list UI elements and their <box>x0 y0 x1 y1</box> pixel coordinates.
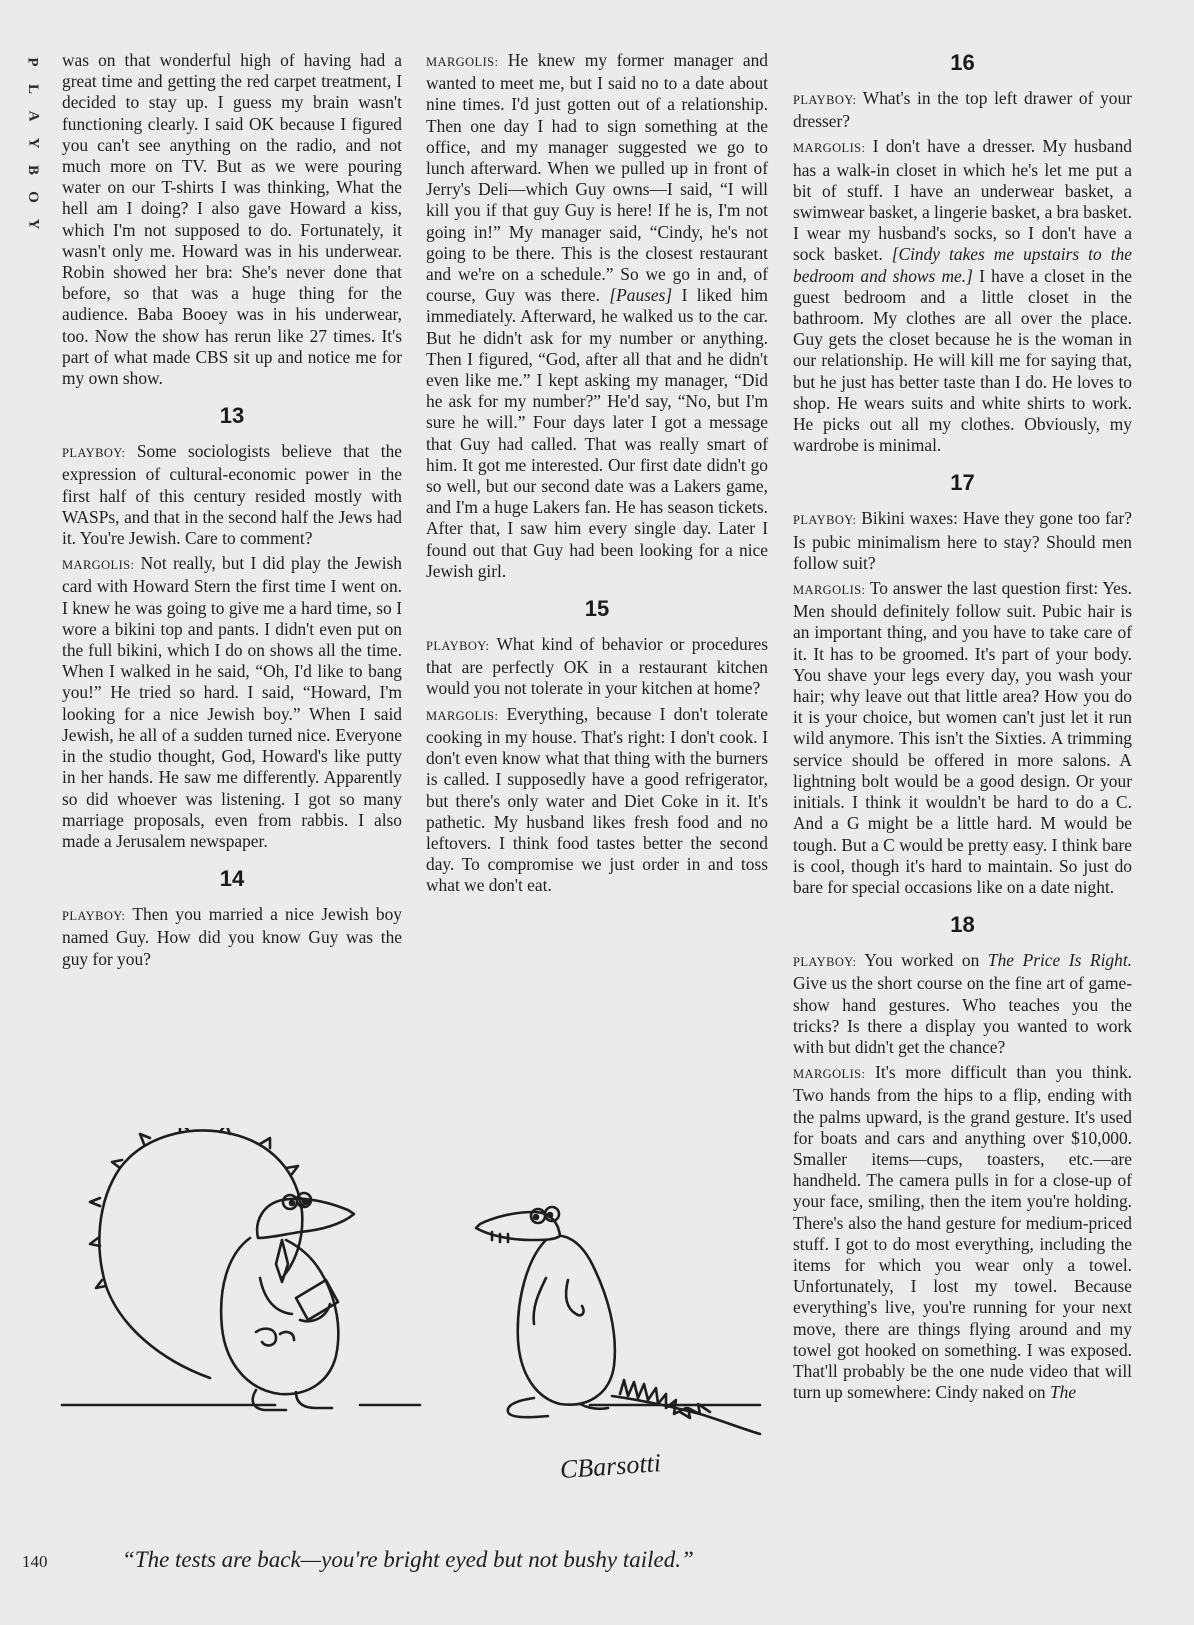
question-number-15: 15 <box>584 596 610 622</box>
speaker-label: PLAYBOY: <box>62 446 126 461</box>
question-text: Some sociologists believe that the expression of cultural-economic power in the first half of this century resided mostly with WASPs, and that in the second half the Jews had it. You're Jewish. Care to comment? <box>62 441 402 549</box>
stage-direction: [Pauses] <box>609 285 673 306</box>
question-number-18: 18 <box>950 912 975 938</box>
question-number-13: 13 <box>219 403 245 429</box>
question-text: You worked on <box>864 950 980 971</box>
speaker-label: MARGOLIS: <box>793 1067 866 1082</box>
cartoon-illustration <box>60 1128 772 1538</box>
question-17 <box>793 508 1132 574</box>
answer-13 <box>62 553 402 852</box>
question-text: Bikini waxes: Have they gone too far? Is pubic minimalism here to stay? Should men follow suit? <box>793 508 1132 573</box>
answer-text: I don't have a dresser. My husband has a walk-in closet in which he's let me put a bit of stuff. I have an underwear basket, a swimwear basket, a lingerie basket, a bra basket. I wear my husband's socks, so I don't have a sock basket. <box>793 136 1132 265</box>
question-number-17: 17 <box>950 470 975 496</box>
stage-direction: [Cindy takes me upstairs to the bedroom and shows me.] <box>793 244 1132 286</box>
running-head-letter: Y <box>25 137 41 149</box>
answer-17 <box>793 578 1132 898</box>
stethoscope <box>256 1329 294 1346</box>
question-16 <box>793 88 1132 132</box>
paragraph: was on that wonderful high of having had a great time and getting the red carpet treatment, I decided to stay up. I guess my brain wasn't functioning clearly. I said OK because I figured you can't see anything on the radio, and not much more on TV. But as we were pouring water on our T-shirts I was thinking, What the hell am I doing? I also gave Howard a kiss, which I'm not supposed to do. Fortunately, it wasn't only me. Howard was in his underwear. Robin showed her bra: She's never done that before, so that was a huge thing for the audience. Baba Booey was in his underwear, too. Now the show has rerun like 27 times. It's part of what made CBS sit up and notice me for my own show. <box>62 50 402 389</box>
question-14 <box>62 904 402 970</box>
question-number-14: 14 <box>219 866 245 892</box>
answer-text: He knew my former manager and wanted to meet me, but I said no to a date about nine times. I'd just gotten out of a relationship. Then one day I had to sign something at the office, and my manager suggested we go to lunch afterward. When we pulled up in front of Jerry's Deli—which Guy owns—I said, “I will kill you if that guy Guy is here! If he is, I'm not going in!” My manager said, “Cindy, he's not going to be there. This is the closest restaurant and we're on a schedule.” So we go in and, of course, Guy was there. <box>426 50 768 306</box>
answer-18 <box>793 1062 1132 1403</box>
speaker-label: MARGOLIS: <box>426 708 499 723</box>
running-head-letter: A <box>25 110 41 122</box>
speaker-label: PLAYBOY: <box>793 513 857 528</box>
answer-15 <box>426 704 768 897</box>
column-1 <box>62 50 402 970</box>
cartoonist-signature: CBarsotti <box>558 1448 662 1485</box>
speaker-label: MARGOLIS: <box>426 55 499 69</box>
answer-text: Not really, but I did play the Jewish card with Howard Stern the first time I went on. I knew he was going to give me a hard time, so I wore a bikini top and pants. I didn't even put on the full bikini, which I do on shows all the time. When I walked in he said, “Oh, I'd like to bang you!” He tried so hard. I said, “Howard, I'm looking for a nice Jewish boy.” When I said Jewish, he all of a sudden turned nice. Everyone in the studio thought, God, Howard's like putty in her hands. He saw me differently. Apparently so did whoever was listening. I got so many marriage proposals, even from rabbis. I also made a Jerusalem newspaper. <box>62 553 402 851</box>
speaker-label: PLAYBOY: <box>62 909 126 924</box>
patient-body <box>518 1236 615 1405</box>
question-text: Give us the short course on the fine art of game-show hand gestures. Who teaches you the tricks? Is there a display you wanted to work with but didn't get the chance? <box>793 973 1132 1057</box>
column-3 <box>793 50 1132 1403</box>
question-15 <box>426 634 768 700</box>
cartoon-caption: “The tests are back—you're bright eyed but not bushy tailed.” <box>122 1547 694 1572</box>
doctor-tie <box>276 1240 288 1282</box>
speaker-label: MARGOLIS: <box>793 583 866 598</box>
answer-text: To answer the last question first: Yes. Men should definitely follow suit. Pubic hair is an important thing, and you have to take care of it. It has to be groomed. It's part of your body. You shave your legs every day, you wash your hair; why leave out that little area? How you do it is your choice, but women can't just let it run wild anymore. This isn't the Sixties. A trimming service should be offered in more salons. A lightning bolt would be a good design. Or your initials. I think it wouldn't be hard to do a C. And a G might be a little hard. M would be tough. But a C would be pretty easy. I think bare is cool, though it's hard to maintain. So just do bare for special occasions like on a date night. <box>793 578 1132 897</box>
speaker-label: MARGOLIS: <box>62 558 135 573</box>
answer-text: It's more difficult than you think. Two hands from the hips to a flip, ending with the palms upward, is the grand gesture. It's used for boats and cars and anything over $10,000. Smaller items—cups, toasters, etc.—are handheld. The camera pulls in for a close-up of your face, smiling, then the item you're holding. There's also the hand gesture for medium-priced stuff. I got to do most everything, including the items for which you wear only a towel. Unfortunately, I lost my towel. Because everything's live, you're running for your next move, there are things flying around and my towel got hooked on something. I was exposed. That'll probably be the one nude video that will turn up somewhere: Cindy naked on <box>793 1062 1132 1403</box>
question-text: What's in the top left drawer of your dresser? <box>793 88 1132 132</box>
magazine-running-head <box>22 54 44 232</box>
column-2 <box>426 50 768 897</box>
running-head-letter: B <box>24 164 41 176</box>
running-head-letter: Y <box>25 218 41 230</box>
patient-arms <box>534 1278 584 1324</box>
speaker-label: MARGOLIS: <box>793 141 866 156</box>
running-head-letter: P <box>24 57 41 67</box>
question-number-16: 16 <box>950 50 975 75</box>
show-title: The Price Is Right. <box>987 950 1133 971</box>
running-head-letter: O <box>24 191 41 203</box>
patient-feet <box>508 1398 608 1417</box>
running-head-letter: L <box>24 83 41 95</box>
question-text: What kind of behavior or procedures that are perfectly OK in a restaurant kitchen would you not tolerate in your kitchen at home? <box>426 634 768 699</box>
page-number: 140 <box>22 1552 48 1571</box>
answer-14 <box>426 50 768 582</box>
answer-16 <box>793 136 1132 456</box>
question-18 <box>793 950 1132 1058</box>
answer-text: Everything, because I don't tolerate cooking in my house. That's right: I don't cook. I don't even know what that thing with the burners is called. I supposedly have a good refrigerator, but there's only water and Diet Coke in it. It's pathetic. My husband likes fresh food and no leftovers. I think food tastes better the second day. To compromise we just order in and toss what we don't eat. <box>426 703 768 896</box>
bushy-tail <box>99 1131 302 1378</box>
clipboard <box>296 1280 338 1320</box>
answer-text: I liked him immediately. Afterward, he walked us to the car. But he didn't ask for my number or anything. Then I figured, “God, after all that and he didn't even like me.” I kept asking my manager, “Did he ask for my number?” He'd say, “No, but I'm sure he will.” Four days later I got a message that Guy had called. That was really smart of him. It got me interested. Our first date didn't go so well, but our second date was a Lakers game, and I'm a huge Lakers fan. He has season tickets. After that, I saw him every single day. Later I found out that Guy had been looking for a nice Jewish girl. <box>426 285 768 581</box>
answer-text: I have a closet in the guest bedroom and a little closet in the bathroom. My clothes are all over the place. Guy gets the closet because he is the woman in our relationship. He will kill me for saying that, but he just has better taste than I do. He loves to shop. He wears suits and white shirts to work. He picks out all my clothes. Obviously, my wardrobe is minimal. <box>793 265 1132 456</box>
question-text: Then you married a nice Jewish boy named Guy. How did you know Guy was the guy for you? <box>62 904 402 969</box>
speaker-label: PLAYBOY: <box>426 639 490 654</box>
question-13 <box>62 441 402 549</box>
speaker-label: PLAYBOY: <box>793 93 857 107</box>
show-title: The <box>1049 1382 1077 1403</box>
speaker-label: PLAYBOY: <box>793 955 857 970</box>
